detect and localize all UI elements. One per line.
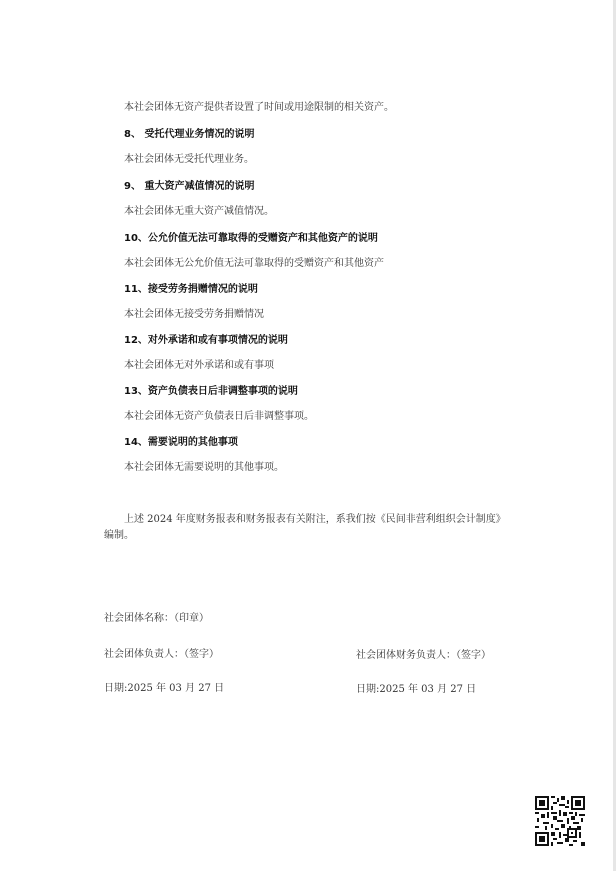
statement-line-2: 编制。 bbox=[104, 530, 134, 541]
section-13-title: 13、资产负债表日后非调整事项的说明 bbox=[124, 386, 298, 397]
section-14-body: 本社会团体无需要说明的其他事项。 bbox=[124, 462, 284, 473]
section-9-title: 9、 重大资产减值情况的说明 bbox=[124, 181, 255, 192]
date-left: 日期:2025 年 03 月 27 日 bbox=[104, 683, 225, 694]
section-10-title: 10、公允价值无法可靠取得的受赠资产和其他资产的说明 bbox=[124, 233, 378, 244]
section-8-body: 本社会团体无受托代理业务。 bbox=[124, 154, 254, 165]
leader-signature: 社会团体负责人：（签字） bbox=[104, 649, 219, 660]
finance-leader-signature: 社会团体财务负责人：（签字） bbox=[356, 650, 491, 661]
org-name-signature: 社会团体名称：（印章） bbox=[104, 613, 209, 624]
section-9-body: 本社会团体无重大资产减值情况。 bbox=[124, 206, 274, 217]
section-14-title: 14、需要说明的其他事项 bbox=[124, 437, 238, 448]
section-12-title: 12、对外承诺和或有事项情况的说明 bbox=[124, 335, 288, 346]
section-11-title: 11、接受劳务捐赠情况的说明 bbox=[124, 284, 258, 295]
section-8-title: 8、 受托代理业务情况的说明 bbox=[124, 129, 255, 140]
qr-code-icon bbox=[535, 796, 585, 846]
statement-line-1: 上述 2024 年度财务报表和财务报表有关附注，系我们按《民间非营利组织会计制度》 bbox=[124, 514, 506, 525]
section-11-body: 本社会团体无接受劳务捐赠情况 bbox=[124, 309, 264, 320]
intro-line: 本社会团体无资产提供者设置了时间或用途限制的相关资产。 bbox=[124, 102, 394, 113]
date-right: 日期:2025 年 03 月 27 日 bbox=[356, 684, 477, 695]
section-10-body: 本社会团体无公允价值无法可靠取得的受赠资产和其他资产 bbox=[124, 258, 384, 269]
section-13-body: 本社会团体无资产负债表日后非调整事项。 bbox=[124, 411, 314, 422]
section-12-body: 本社会团体无对外承诺和或有事项 bbox=[124, 360, 274, 371]
